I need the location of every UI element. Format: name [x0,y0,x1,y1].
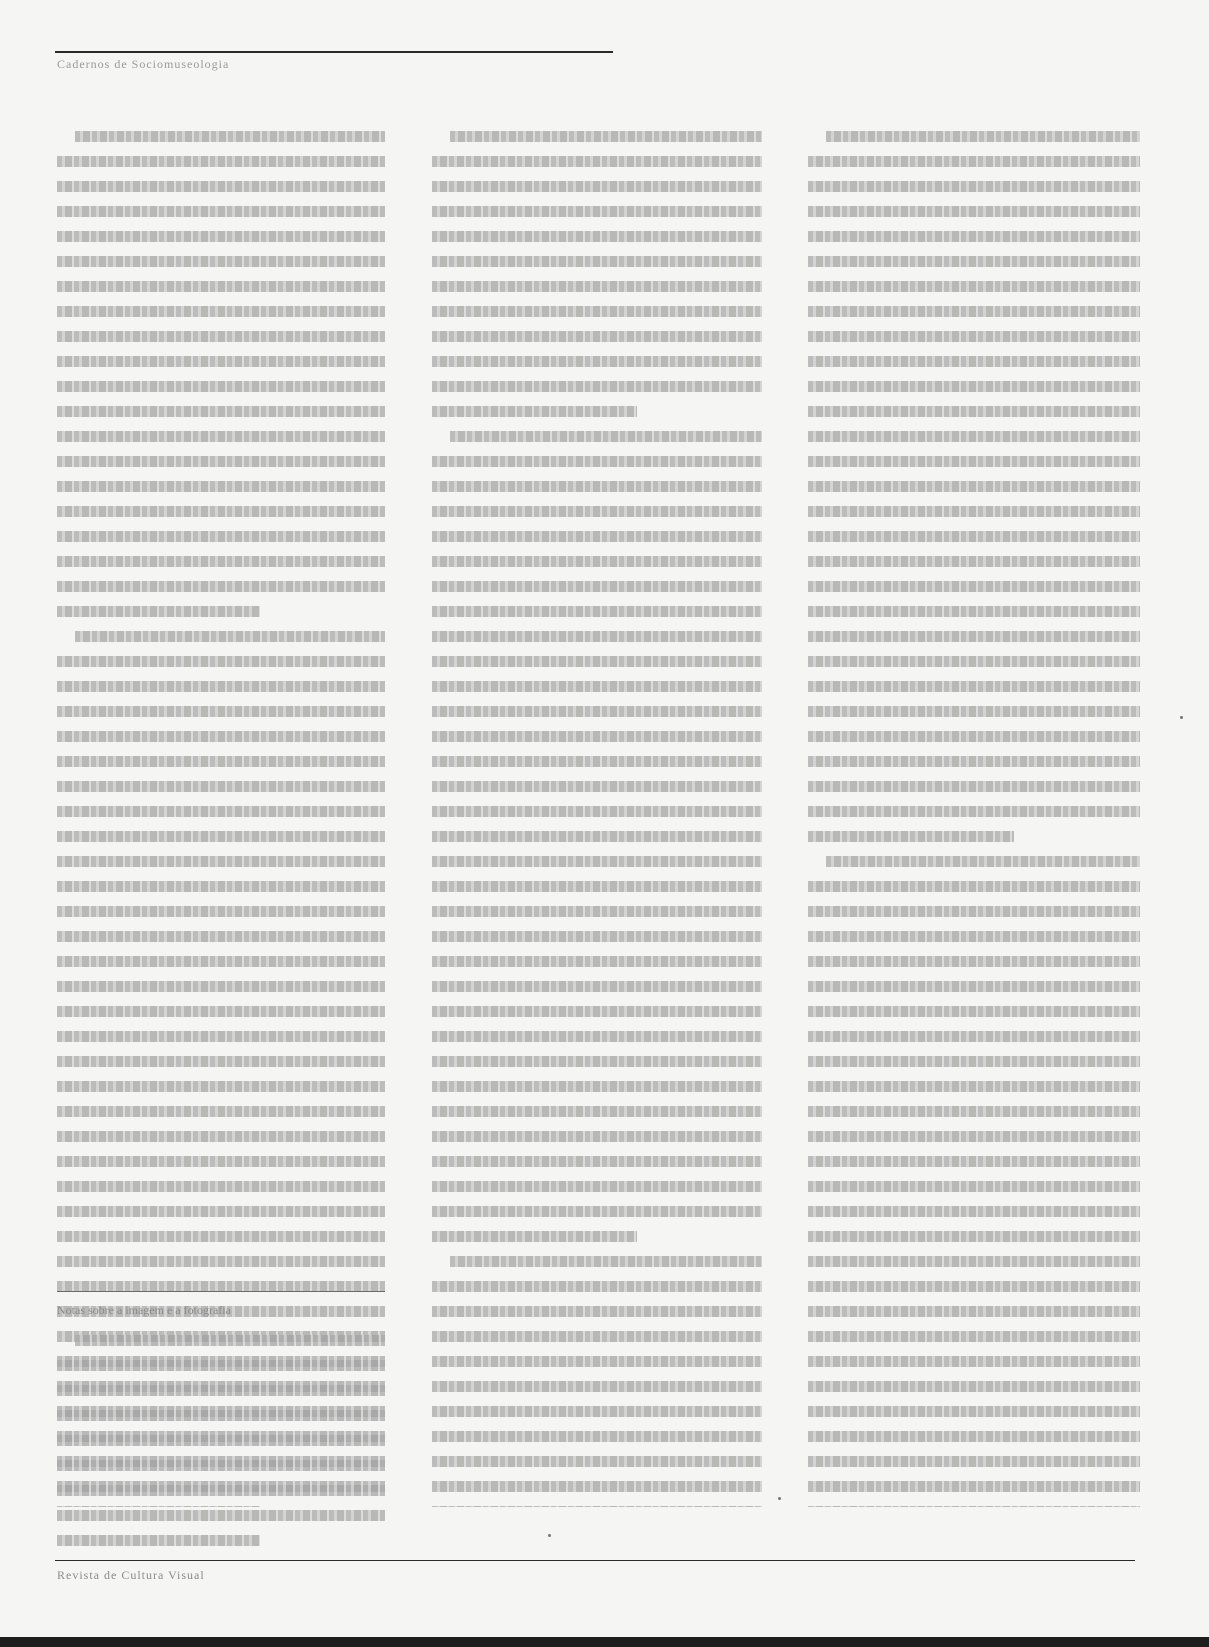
illegible-text-line [432,1331,762,1351]
illegible-text-line [432,656,762,676]
illegible-text-line [808,1156,1140,1176]
illegible-text-line [432,231,762,251]
illegible-text-line [432,1081,762,1101]
illegible-text-line [808,306,1140,326]
illegible-text-line [808,1031,1140,1051]
illegible-text-line [808,1056,1140,1076]
illegible-text-line [808,406,1140,426]
illegible-text-line [432,781,762,801]
column-1-paragraphs [57,131,385,1507]
illegible-text-line [57,1081,385,1101]
illegible-text-line [808,656,1140,676]
illegible-text-line [808,856,1140,876]
illegible-text-line [432,556,762,576]
illegible-text-line [57,556,385,576]
illegible-text-line [57,1256,385,1276]
illegible-text-line [57,906,385,926]
scan-speck [1180,716,1183,719]
illegible-text-line [57,506,385,526]
illegible-text-line [57,1360,385,1380]
illegible-text-line [808,381,1140,401]
illegible-text-line [808,781,1140,801]
illegible-text-line [808,1131,1140,1151]
illegible-text-line [57,531,385,551]
illegible-text-line [808,1356,1140,1376]
illegible-text-line [57,806,385,826]
illegible-text-line [808,906,1140,926]
illegible-text-line [57,206,385,226]
scan-speck [548,1534,551,1537]
illegible-text-line [57,831,385,851]
illegible-text-line [432,831,762,851]
illegible-text-line [57,256,385,276]
illegible-text-line [808,156,1140,176]
illegible-text-line [808,1006,1140,1026]
illegible-text-line [808,806,1140,826]
illegible-text-line [808,1406,1140,1426]
illegible-text-line [57,481,385,501]
illegible-text-line [808,1506,1140,1507]
illegible-text-line [57,431,385,451]
illegible-text-line [57,581,385,601]
footnote-body [57,1330,385,1555]
illegible-text-line [808,1231,1140,1251]
illegible-text-line [57,631,385,651]
illegible-text-line [808,131,1140,151]
illegible-text-line [432,306,762,326]
illegible-text-line [808,631,1140,651]
illegible-text-line [808,981,1140,1001]
illegible-text-line [808,1481,1140,1501]
illegible-text-line [57,881,385,901]
illegible-text-line [808,206,1140,226]
illegible-text-line [808,481,1140,501]
illegible-text-line [57,1181,385,1201]
illegible-text-line [57,856,385,876]
illegible-text-line [432,581,762,601]
illegible-text-line [808,431,1140,451]
illegible-text-line [432,606,762,626]
column-2-paragraphs [432,131,762,1507]
illegible-text-line [808,731,1140,751]
illegible-text-line [57,1385,385,1405]
illegible-text-line [808,1206,1140,1226]
illegible-text-line [808,931,1140,951]
illegible-text-line [808,831,1140,851]
bottom-rule [55,1560,1135,1561]
illegible-text-line [808,556,1140,576]
illegible-text-line [432,1356,762,1376]
illegible-text-line [432,881,762,901]
illegible-text-line [57,331,385,351]
illegible-text-line [808,606,1140,626]
illegible-text-line [57,131,385,151]
scan-bottom-edge [0,1637,1209,1647]
illegible-text-line [808,281,1140,301]
illegible-text-line [808,256,1140,276]
illegible-text-line [808,1331,1140,1351]
illegible-text-line [57,156,385,176]
illegible-text-line [57,1131,385,1151]
illegible-text-line [432,981,762,1001]
footnote-title: Notas sobre a imagem e a fotografia [57,1303,231,1317]
illegible-text-line [57,956,385,976]
illegible-text-line [432,506,762,526]
column-3-paragraphs [808,131,1140,1507]
illegible-text-line [808,1306,1140,1326]
illegible-text-line [57,1335,385,1355]
illegible-text-line [432,156,762,176]
illegible-text-line [432,1031,762,1051]
illegible-text-line [57,1485,385,1505]
illegible-text-line [432,481,762,501]
illegible-text-line [432,1206,762,1226]
illegible-text-line [432,206,762,226]
illegible-text-line [432,856,762,876]
illegible-text-line [57,731,385,751]
illegible-text-line [808,1181,1140,1201]
illegible-text-line [808,1081,1140,1101]
illegible-text-line [808,581,1140,601]
illegible-text-line [432,631,762,651]
illegible-text-line [432,1306,762,1326]
illegible-text-line [57,1156,385,1176]
illegible-text-line [57,1435,385,1455]
illegible-text-line [432,931,762,951]
illegible-text-line [57,706,385,726]
illegible-text-line [432,1131,762,1151]
illegible-text-line [57,1231,385,1251]
illegible-text-line [432,181,762,201]
illegible-text-line [432,756,762,776]
illegible-text-line [432,1481,762,1501]
illegible-text-line [808,456,1140,476]
text-column-1 [57,126,385,1507]
illegible-text-line [432,1056,762,1076]
illegible-text-line [808,881,1140,901]
illegible-text-line [432,431,762,451]
illegible-text-line [808,1281,1140,1301]
illegible-text-line [432,1431,762,1451]
illegible-text-line [432,1456,762,1476]
illegible-text-line [432,906,762,926]
illegible-text-line [57,406,385,426]
illegible-text-line [57,231,385,251]
illegible-text-line [432,1381,762,1401]
illegible-text-line [808,681,1140,701]
illegible-text-line [432,331,762,351]
illegible-text-line [432,381,762,401]
illegible-text-line [432,1406,762,1426]
running-head: Cadernos de Sociomuseologia [57,57,230,71]
illegible-text-line [432,1181,762,1201]
illegible-text-line [432,1256,762,1276]
illegible-text-line [808,706,1140,726]
illegible-text-line [57,381,385,401]
illegible-text-line [57,606,385,626]
illegible-text-line [57,1410,385,1430]
illegible-text-line [432,706,762,726]
illegible-text-line [808,356,1140,376]
illegible-text-line [808,231,1140,251]
illegible-text-line [57,656,385,676]
illegible-text-line [57,181,385,201]
scan-speck [778,1497,781,1500]
illegible-text-line [57,1460,385,1480]
illegible-text-line [808,506,1140,526]
illegible-text-line [57,1510,385,1530]
illegible-text-line [432,806,762,826]
footer-text: Revista de Cultura Visual [57,1568,205,1582]
illegible-text-line [808,531,1140,551]
illegible-text-line [57,931,385,951]
illegible-text-line [808,1456,1140,1476]
footnote-rule [57,1291,385,1292]
illegible-text-line [432,956,762,976]
illegible-text-line [808,956,1140,976]
illegible-text-line [808,181,1140,201]
illegible-text-line [432,1006,762,1026]
illegible-text-line [432,1156,762,1176]
illegible-text-line [808,1256,1140,1276]
illegible-text-line [57,1106,385,1126]
illegible-text-line [432,1506,762,1507]
illegible-text-line [432,131,762,151]
illegible-text-line [57,681,385,701]
illegible-text-line [57,1206,385,1226]
illegible-text-line [808,1106,1140,1126]
illegible-text-line [432,1281,762,1301]
illegible-text-line [57,781,385,801]
illegible-text-line [57,1031,385,1051]
illegible-text-line [432,531,762,551]
illegible-text-line [432,1106,762,1126]
illegible-text-line [432,1231,762,1251]
illegible-text-line [808,331,1140,351]
illegible-text-line [57,981,385,1001]
illegible-text-line [808,1381,1140,1401]
text-column-3 [808,126,1140,1507]
illegible-text-line [57,1056,385,1076]
illegible-text-line [432,256,762,276]
illegible-text-line [57,306,385,326]
illegible-text-line [432,356,762,376]
text-column-2 [432,126,762,1507]
illegible-text-line [432,456,762,476]
top-rule [55,51,613,53]
illegible-text-line [432,681,762,701]
illegible-text-line [57,281,385,301]
illegible-text-line [432,281,762,301]
illegible-text-line [57,456,385,476]
illegible-text-line [808,1431,1140,1451]
illegible-text-line [432,731,762,751]
illegible-text-line [57,756,385,776]
illegible-text-line [808,756,1140,776]
illegible-text-line [57,356,385,376]
illegible-text-line [432,406,762,426]
illegible-text-line [57,1535,385,1555]
illegible-text-line [57,1006,385,1026]
